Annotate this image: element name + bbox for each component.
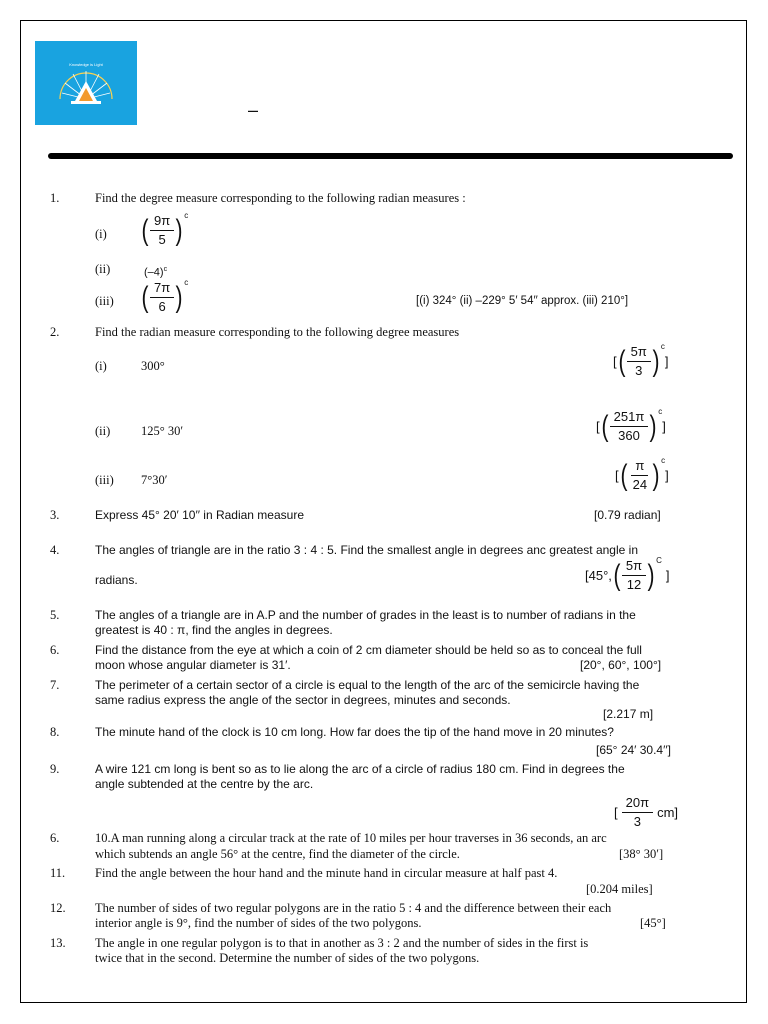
- question-number: 6.: [50, 643, 60, 657]
- header-rule: [48, 153, 733, 159]
- answer-fraction: [ ( 251π 360 ) c ]: [596, 407, 666, 443]
- answer: [20°, 60°, 100°]: [580, 658, 662, 672]
- question-text: same radius express the angle of the sector in degrees, minutes and seconds.: [95, 693, 511, 707]
- title-dash: –: [248, 100, 259, 120]
- answer: [65° 24′ 30.4′′]: [596, 743, 671, 757]
- question-text: radians.: [95, 573, 138, 587]
- fraction: ( 7π 6 ) c: [141, 278, 189, 314]
- question-number: 12.: [50, 901, 66, 915]
- answer-fraction: [45°, ( 5π 12 ) C ]: [585, 556, 670, 592]
- fraction: ( 9π 5 ) c: [141, 211, 189, 247]
- school-name: KC INTERNATIONAL SCHOOL: [52, 146, 120, 151]
- degree-value: 7°30′: [141, 473, 168, 487]
- question-text: Express 45° 20′ 10′′ in Radian measure: [95, 508, 304, 522]
- degree-value: 300°: [141, 359, 165, 373]
- question-number: 7.: [50, 678, 60, 692]
- svg-text:Knowledge is Light: Knowledge is Light: [69, 62, 103, 67]
- question-text: The minute hand of the clock is 10 cm long. How far does the tip of the hand move in 20 minutes?: [95, 725, 614, 739]
- answer-fraction: [ 20π 3 cm]: [614, 795, 679, 829]
- question-text: angle subtended at the centre by the arc.: [95, 777, 314, 791]
- question-text: interior angle is 9°, find the number of sides of the two polygons.: [95, 916, 422, 930]
- question-text: Find the degree measure corresponding to the following radian measures :: [95, 191, 466, 205]
- answer: [45°]: [640, 916, 666, 930]
- question-text: greatest is 40 : π, find the angles in degrees.: [95, 623, 333, 637]
- answer-fraction: [ ( π 24 ) c ]: [615, 456, 669, 492]
- part-label: (ii): [95, 262, 111, 276]
- question-number: 8.: [50, 725, 60, 739]
- question-text: Find the angle between the hour hand and the minute hand in circular measure at half past 4.: [95, 866, 558, 880]
- question-text: which subtends an angle 56° at the centre, find the diameter of the circle.: [95, 847, 460, 861]
- question-number: 11.: [50, 866, 66, 880]
- answer: [2.217 m]: [603, 707, 654, 721]
- math-expr: $(-4)^c$: [144, 266, 168, 279]
- question-text: The angles of a triangle are in A.P and the number of grades in the least is to number of radians in the: [95, 608, 636, 622]
- answer-fraction: [ ( 5π 3 ) c ]: [613, 342, 669, 378]
- part-label: (ii): [95, 424, 111, 438]
- question-text: The angle in one regular polygon is to that in another as 3 : 2 and the number of sides in the first is: [95, 936, 589, 950]
- question-text: The perimeter of a certain sector of a circle is equal to the length of the arc of the semicircle having the: [95, 678, 640, 692]
- part-label: (iii): [95, 473, 114, 487]
- part-label: (i): [95, 359, 107, 373]
- question-number: 5.: [50, 608, 60, 622]
- school-logo: [35, 41, 137, 151]
- question-number: 4.: [50, 543, 60, 557]
- question-number: 1.: [50, 191, 60, 205]
- question-number: 2.: [50, 325, 60, 339]
- question-text: twice that in the second. Determine the number of sides of the two polygons.: [95, 951, 480, 965]
- question-text: The angles of triangle are in the ratio 3 : 4 : 5. Find the smallest angle in degrees anc greatest angle in: [95, 543, 638, 557]
- question-number: 6.: [50, 831, 60, 845]
- question-text: The number of sides of two regular polygons are in the ratio 5 : 4 and the difference between their each: [95, 901, 612, 915]
- answer: [0.79 radian]: [594, 508, 661, 522]
- question-text: A wire 121 cm long is bent so as to lie along the arc of a circle of radius 180 cm. Find in degrees the: [95, 762, 625, 776]
- question-number: 3.: [50, 508, 60, 522]
- answer: [0.204 miles]: [586, 882, 653, 896]
- answer: [(i) 324° (ii) –229° 5′ 54′′ approx. (iii) 210°]: [416, 295, 629, 307]
- question-number: 9.: [50, 762, 60, 776]
- question-number: 13.: [50, 936, 66, 950]
- question-text: Find the radian measure corresponding to the following degree measures: [95, 325, 460, 339]
- part-label: (i): [95, 227, 107, 241]
- answer: [38° 30′]: [619, 847, 664, 861]
- degree-value: 125° 30′: [141, 424, 184, 438]
- question-text: 10.A man running along a circular track at the rate of 10 miles per hour traverses in 36 seconds, an arc: [95, 831, 607, 845]
- question-text: Find the distance from the eye at which a coin of 2 cm diameter should be held so as to conceal the full: [95, 643, 642, 657]
- part-label: (iii): [95, 294, 114, 308]
- question-text: moon whose angular diameter is 31′.: [95, 658, 291, 672]
